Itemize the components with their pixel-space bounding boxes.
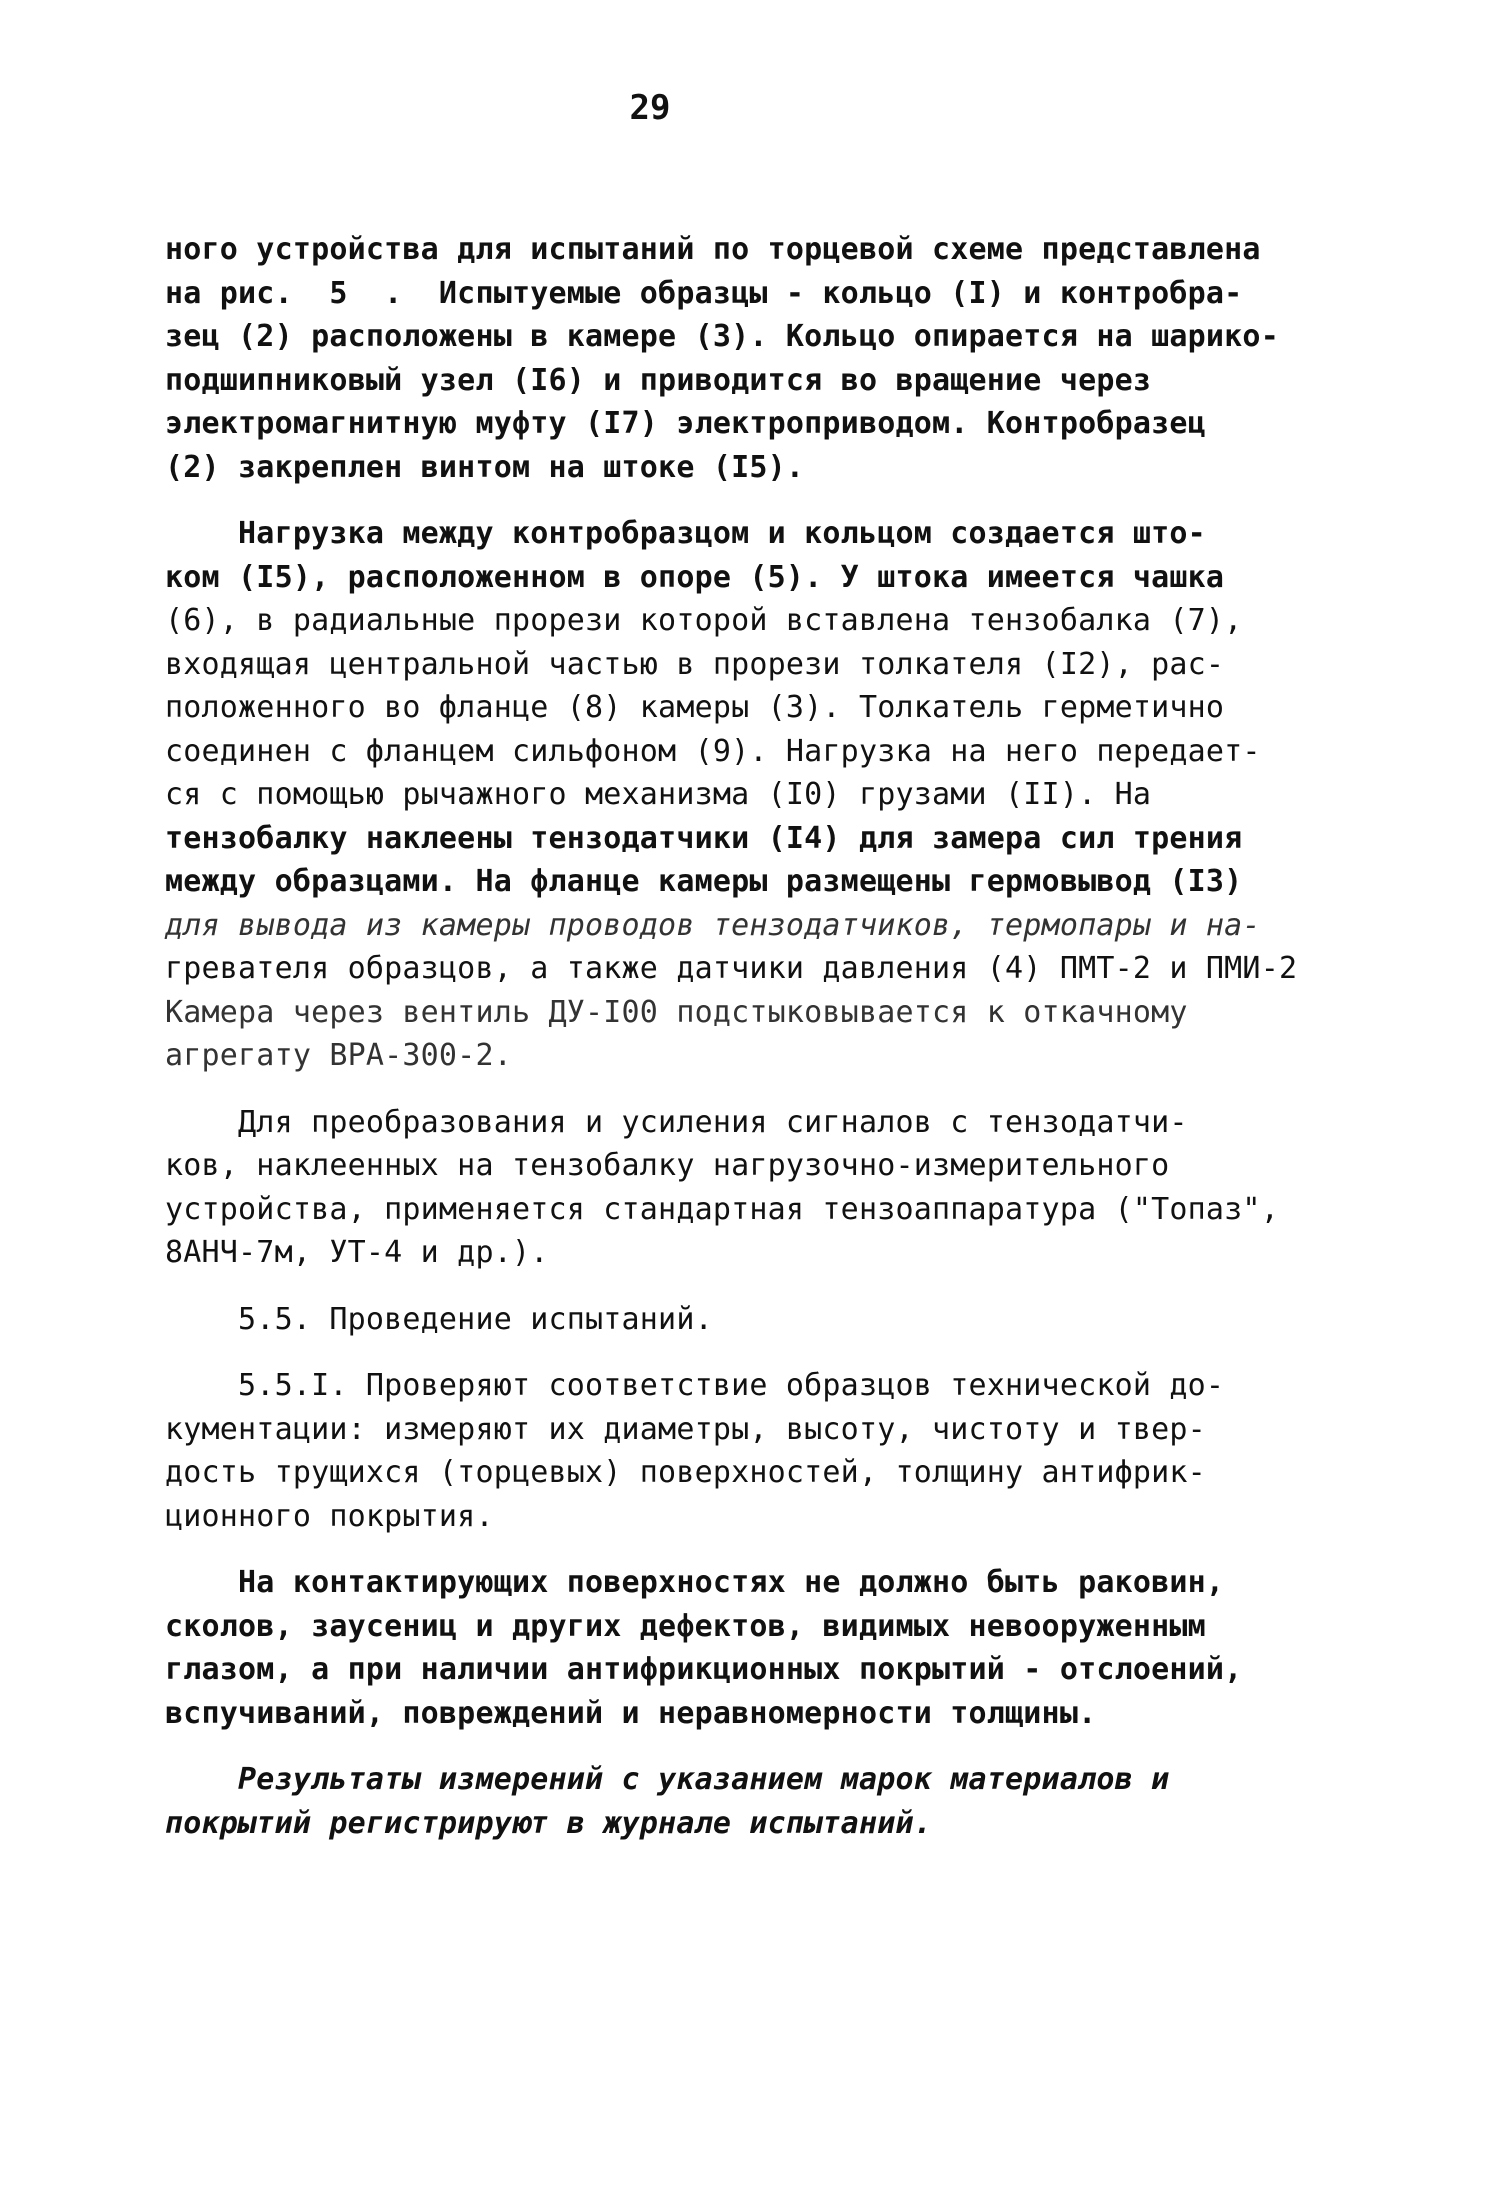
- text-line: подшипниковый узел (I6) и приводится во вращение через: [165, 362, 1152, 398]
- paragraph-load-mechanism: [165, 512, 1298, 1078]
- text-line: агрегату ВРА-300-2.: [165, 1038, 512, 1073]
- text-line: покрытий регистрируют в журнале испытаний.: [165, 1805, 932, 1841]
- text-line: дость трущихся (торцевых) поверхностей, толщину антифрик-: [165, 1455, 1206, 1490]
- text-line: ционного покрытия.: [165, 1498, 494, 1534]
- body-text: [165, 228, 1298, 1868]
- paragraph-surface-defects: [165, 1561, 1243, 1735]
- text-line: вспучиваний, повреждений и неравномерности толщины.: [165, 1695, 1097, 1731]
- text-line: для вывода из камеры проводов тензодатчиков, термопары и на-: [165, 907, 1261, 943]
- text-line: кументации: измеряют их диаметры, высоту, чистоту и твер-: [165, 1411, 1206, 1447]
- text-line: Камера через вентиль ДУ-I00 подстыковывается к откачному: [165, 994, 1188, 1030]
- text-line: зец (2) расположены в камере (3). Кольцо опирается на шарико-: [165, 319, 1279, 354]
- text-line: 5.5. Проведение испытаний.: [165, 1301, 713, 1337]
- paragraph-signal-amplification: [165, 1101, 1279, 1275]
- text-line: ком (I5), расположенном в опоре (5). У штока имеется чашка: [165, 559, 1225, 595]
- text-line: ся с помощью рычажного механизма (I0) грузами (II). На: [165, 777, 1152, 812]
- paragraph-device-description: [165, 228, 1279, 489]
- text-line: Для преобразования и усиления сигналов с тензодатчи-: [165, 1104, 1188, 1140]
- text-line: глазом, а при наличии антифрикционных покрытий - отслоений,: [165, 1652, 1243, 1687]
- text-line: сколов, заусениц и других дефектов, видимых невооруженным: [165, 1608, 1206, 1644]
- text-line: на рис. 5 . Испытуемые образцы - кольцо (I) и контробра-: [165, 275, 1243, 311]
- text-line: (2) закреплен винтом на штоке (I5).: [165, 449, 805, 485]
- text-line: На контактирующих поверхностях не должно быть раковин,: [165, 1565, 1225, 1600]
- text-line: 5.5.I. Проверяют соответствие образцов технической до-: [165, 1368, 1225, 1403]
- text-line: тензобалку наклеены тензодатчики (I4) для замера сил трения: [165, 820, 1243, 856]
- section-heading-5-5: [165, 1298, 1225, 1342]
- paragraph-5-5-1: [165, 1364, 1225, 1538]
- text-line: устройства, применяется стандартная тензоаппаратура ("Топаз",: [165, 1191, 1279, 1227]
- text-line: Нагрузка между контробразцом и кольцом создается што-: [165, 516, 1206, 551]
- text-line: соединен с фланцем сильфоном (9). Нагрузка на него передает-: [165, 733, 1261, 769]
- text-line: входящая центральной частью в прорези толкателя (I2), рас-: [165, 646, 1225, 682]
- paragraph-results-registration: [165, 1758, 1225, 1845]
- text-line: гревателя образцов, а также датчики давления (4) ПМТ-2 и ПМИ-2: [165, 951, 1298, 986]
- text-line: (6), в радиальные прорези которой вставлена тензобалка (7),: [165, 603, 1243, 638]
- text-line: ного устройства для испытаний по торцевой схеме представлена: [165, 232, 1261, 267]
- text-line: между образцами. На фланце камеры размещены гермовывод (I3): [165, 864, 1243, 899]
- text-line: Результаты измерений с указанием марок материалов и: [165, 1762, 1170, 1797]
- text-line: 8АНЧ-7м, УТ-4 и др.).: [165, 1235, 549, 1270]
- text-line: электромагнитную муфту (I7) электроприводом. Контробразец: [165, 406, 1206, 441]
- text-line: ков, наклеенных на тензобалку нагрузочно-измерительного: [165, 1148, 1170, 1183]
- page-number: 29: [629, 88, 671, 128]
- text-line: положенного во фланце (8) камеры (3). Толкатель герметично: [165, 690, 1225, 725]
